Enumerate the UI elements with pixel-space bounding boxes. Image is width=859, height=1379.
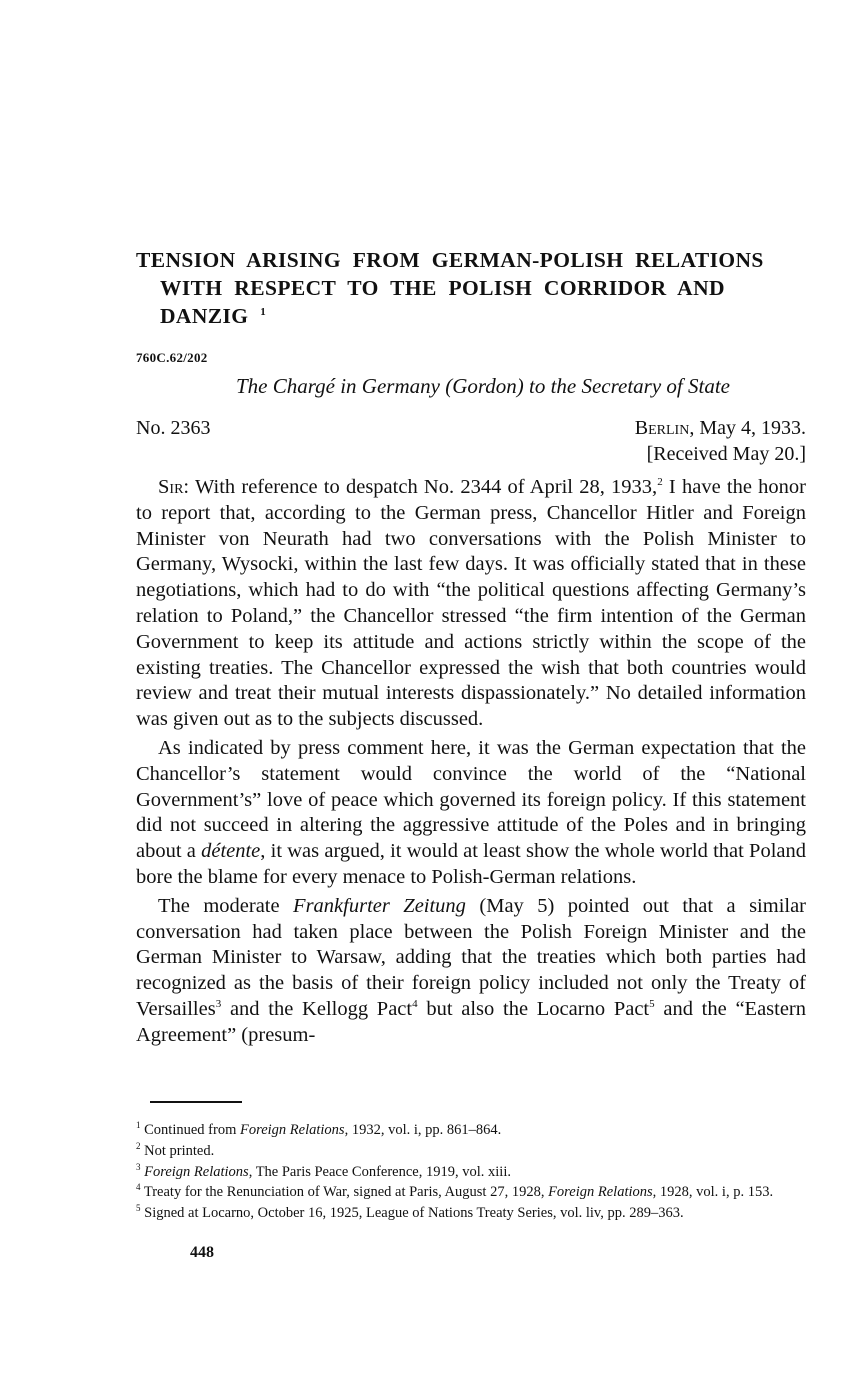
footnote-ref-5[interactable]: 5 <box>649 998 655 1011</box>
footnote-ref-2[interactable]: 2 <box>657 476 663 489</box>
dispatch-number: No. 2363 <box>136 417 211 439</box>
footnote-1: $^1$ Continued from Foreign Relations, 1932, vol. i, pp. 861–864. <box>136 1120 502 1138</box>
dispatch-metadata <box>136 415 806 467</box>
dispatch-date: May 4, 1933. <box>699 417 806 439</box>
footnote-divider <box>150 1101 242 1103</box>
salutation: Sir: <box>158 476 190 498</box>
title-line-2: WITH RESPECT TO THE POLISH CORRIDOR AND <box>160 276 725 300</box>
footnote-4: $^4$ Treaty for the Renunciation of War, signed at Paris, August 27, 1928, Foreign Relations, 1928, vol. i, p. 153. <box>136 1182 774 1201</box>
received-date: [Received May 20.] <box>646 443 806 465</box>
document-page <box>136 246 806 1049</box>
paragraph-2: As indicated by press comment here, it was the German expectation that the Chancellor’s statement would convince the world of the “National Government’s” love of peace which governed its foreign policy. If this statement did not succeed in altering the aggressive attitude of the Poles and in bringing about a détente, it was argued, it would at least show the whole world that Poland bore the blame for every menace to Polish-German relations. <box>136 736 806 888</box>
title-line-1: TENSION ARISING FROM GERMAN-POLISH RELATIONS <box>136 248 764 272</box>
title-line-3: DANZIG <box>160 304 249 328</box>
footnote-5: $^5$ Signed at Locarno, October 16, 1925, League of Nations Treaty Series, vol. liv, pp. 289–363. <box>136 1203 684 1222</box>
detente-term: détente <box>201 840 261 863</box>
footnote-ref-4[interactable]: 4 <box>412 998 418 1011</box>
footnote-ref-3[interactable]: 3 <box>215 998 222 1011</box>
newspaper-name: Frankfurter Zeitung <box>293 894 466 917</box>
page-number: 448 <box>190 1244 214 1261</box>
footnote-3: $^3$ Foreign Relations, The Paris Peace Conference, 1919, vol. xiii. <box>136 1161 511 1180</box>
letter-body <box>136 475 806 1049</box>
footnote-2: $^2$ Not printed. <box>136 1140 215 1159</box>
paragraph-1: Sir: With reference to despatch No. 2344 of April 28, 1933,$^2$ I have the honor to report that, according to the German press, Chancellor Hitler and Foreign Minister von Neurath had two conversations with the Polish Minister to Germany, Wysocki, within the last few days. It was officially stated that in these negotiations, which had to do with “the political questions affecting Germany’s relation to Poland,” the Chancellor stressed “the firm intention of the German Government to keep its attitude and actions strictly within the scope of the existing treaties. The Chancellor expressed the wish that both countries would review and treat their mutual interests dispassionately.” No detailed information was given out as to the subjects discussed. <box>136 476 806 731</box>
paragraph-3: The moderate Frankfurter Zeitung (May 5) pointed out that a similar conversation had taken place between the Polish Foreign Minister and the German Minister to Warsaw, adding that the treaties which both parties had recognized as the basis of their foreign policy included not only the Treaty of Versailles$^3$ and the Kellogg Pact$^4$ but also the Locarno Pact$^5$ and the “Eastern Agreement” (presum- <box>136 894 807 1046</box>
footnote-ref-1[interactable]: 1 <box>260 305 267 318</box>
footnotes <box>136 1117 806 1221</box>
document-file-number: 760C.62/202 <box>136 350 208 365</box>
sender-recipient-line: The Chargé in Germany (Gordon) to the Secretary of State <box>236 374 730 398</box>
dispatch-place: Berlin, <box>634 417 695 439</box>
page-title <box>136 246 806 330</box>
